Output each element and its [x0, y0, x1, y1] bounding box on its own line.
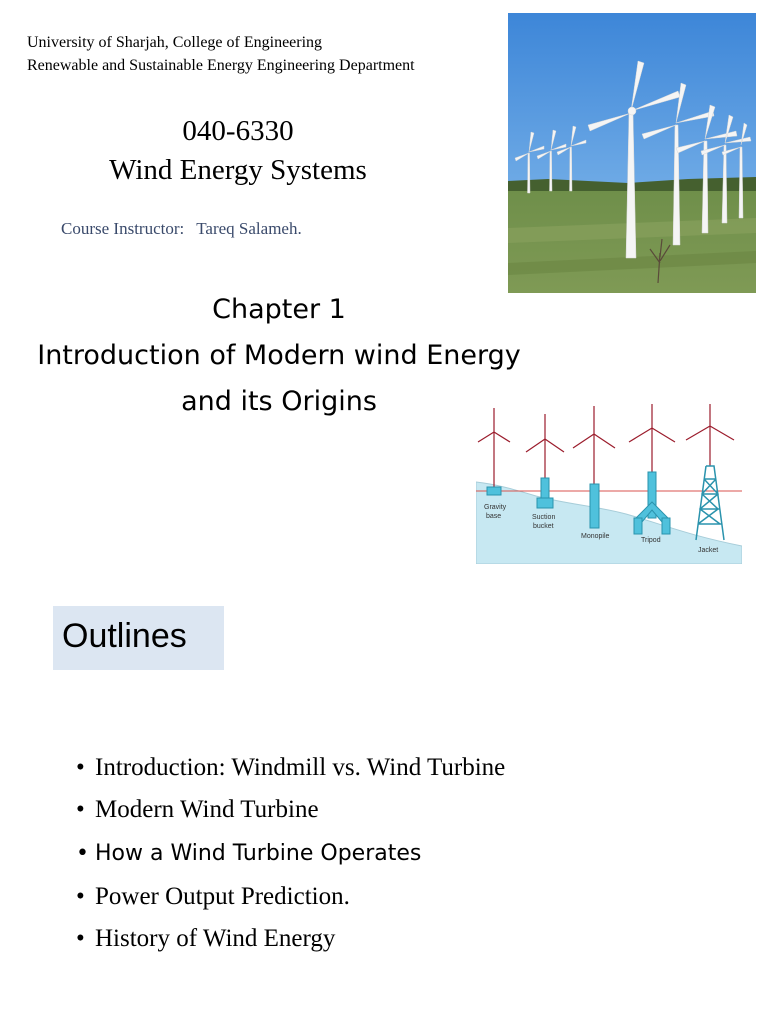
chapter-title-line2: and its Origins — [181, 386, 377, 417]
bullet-marker: • — [76, 754, 85, 781]
outline-item — [76, 880, 350, 914]
course-code: 040-6330 — [182, 115, 294, 147]
tripod-label: Tripod — [641, 537, 661, 544]
outline-item — [76, 793, 319, 827]
bullet-marker: • — [76, 841, 89, 866]
university-header — [27, 31, 415, 77]
wind-farm-photo — [508, 13, 756, 293]
outline-item — [76, 751, 505, 785]
department-name: Renewable and Sustainable Energy Engineering Department — [27, 57, 415, 74]
outline-item-text: Introduction: Windmill vs. Wind Turbine — [95, 754, 506, 781]
outlines-heading: Outlines — [62, 617, 187, 655]
university-name: University of Sharjah, College of Engineering — [27, 34, 323, 51]
instructor-label: Course Instructor: — [61, 219, 185, 238]
jacket-label: Jacket — [698, 547, 719, 554]
chapter-number: Chapter 1 — [212, 294, 346, 325]
instructor-name: Tareq Salameh. — [196, 219, 302, 238]
outline-item-text: How a Wind Turbine Operates — [95, 841, 422, 866]
outline-item — [76, 837, 421, 871]
bullet-marker: • — [76, 925, 85, 952]
gravity-base-label-line2: base — [486, 513, 502, 520]
suction-bucket-label-line2: bucket — [533, 523, 554, 530]
chapter-title-line1: Introduction of Modern wind Energy — [37, 340, 521, 371]
monopile-label: Monopile — [581, 533, 610, 540]
bullet-marker: • — [76, 796, 85, 823]
bullet-marker: • — [76, 883, 85, 910]
course-instructor — [61, 219, 302, 239]
offshore-foundations-diagram — [476, 404, 742, 564]
outline-item — [76, 922, 335, 956]
outline-item-text: History of Wind Energy — [95, 925, 336, 952]
suction-bucket-label-line1: Suction — [532, 514, 556, 521]
outline-item-text: Power Output Prediction. — [95, 883, 350, 910]
course-name: Wind Energy Systems — [109, 154, 367, 186]
gravity-base-label-line1: Gravity — [484, 504, 507, 511]
outline-item-text: Modern Wind Turbine — [95, 796, 319, 823]
